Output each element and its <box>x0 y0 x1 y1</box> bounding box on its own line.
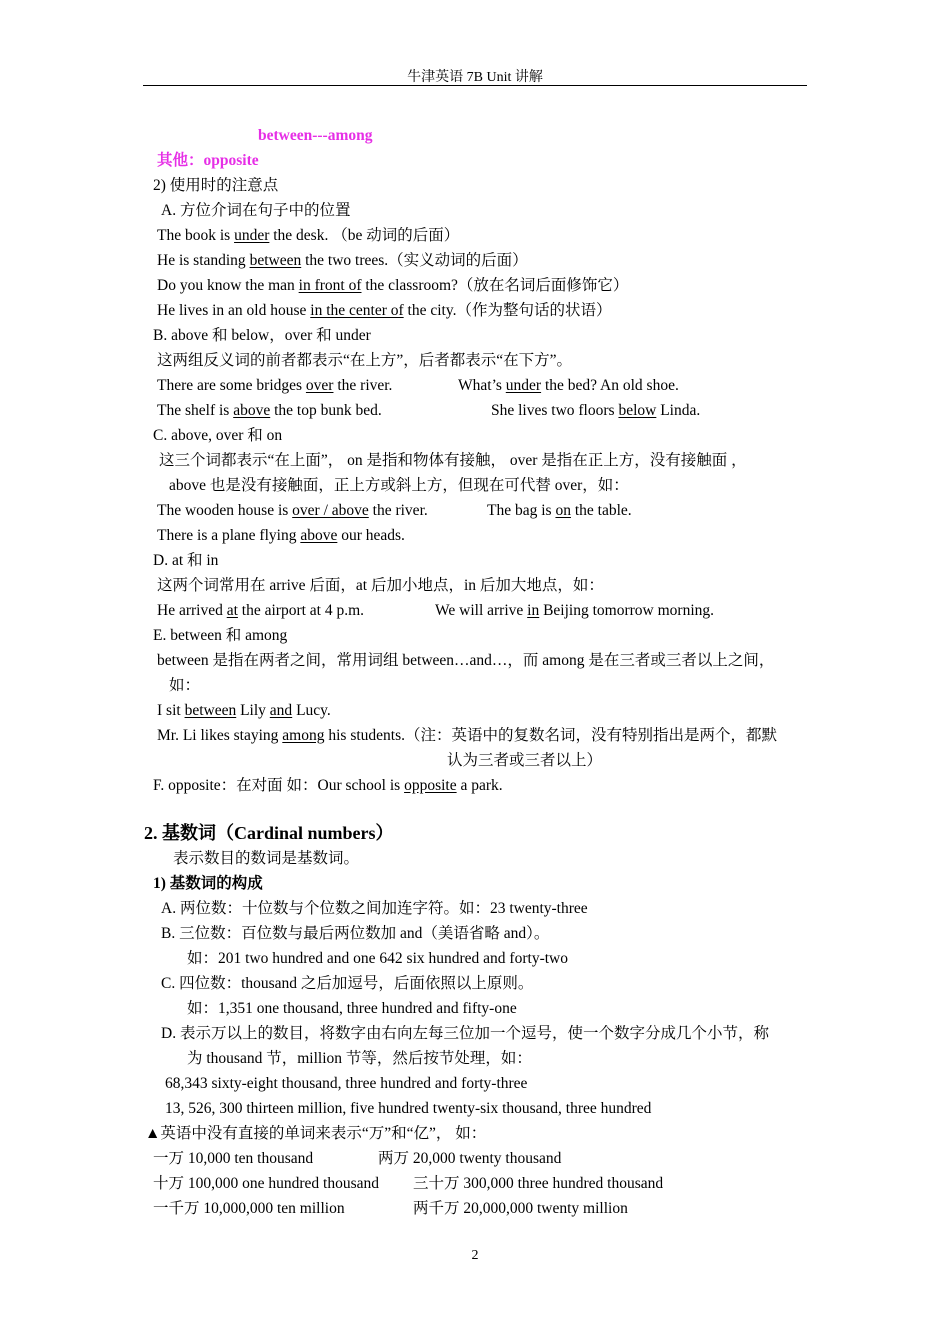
point-d-title: D. at 和 in <box>153 552 219 569</box>
example-sentence <box>157 376 392 396</box>
sentence-text: I sit <box>157 702 185 719</box>
conjunction-highlight: and <box>269 702 293 719</box>
sentence-text: the classroom?（放在名词后面修饰它） <box>361 277 629 294</box>
sentence-text: Do you know the man <box>157 277 299 294</box>
example-large-number: 68,343 sixty-eight thousand, three hundred and forty-three <box>165 1075 528 1092</box>
sentence-text: There are some bridges <box>157 377 306 394</box>
number-example: 十万 100,000 one hundred thousand <box>153 1175 380 1192</box>
example-sentence <box>157 276 628 296</box>
explanation-text: 这两组反义词的前者都表示“在上方”，后者都表示“在下方”。 <box>157 352 573 369</box>
preposition-highlight: among <box>282 727 325 744</box>
rule-large-numbers: D. 表示万以上的数目，将数字由右向左每三位加一个逗号，使一个数字分成几个小节，称 <box>161 1025 769 1042</box>
sentence-text: Linda. <box>656 402 701 419</box>
page-header-title: 牛津英语 7B Unit 讲解 <box>407 70 543 85</box>
explanation-text: 如： <box>169 677 201 694</box>
sentence-text: his students.（注：英语中的复数名词，没有特别指出是两个，都默 <box>324 727 778 744</box>
point-b-title: B. above 和 below，over 和 under <box>153 327 371 344</box>
subheading-usage-notes: 2) 使用时的注意点 <box>153 177 279 194</box>
sentence-text: The book is <box>157 227 235 244</box>
note-wan-yi: ▲英语中没有直接的单词来表示“万”和“亿”， 如： <box>145 1125 487 1142</box>
preposition-highlight: on <box>555 502 571 519</box>
preposition-highlight: opposite <box>404 777 457 794</box>
heading-other-opposite: 其他：opposite <box>157 152 259 169</box>
explanation-text: between 是指在两者之间，常用词组 between…and…，而 among 是在三者或三者以上之间， <box>157 652 775 669</box>
number-example: 一千万 10,000,000 ten million <box>153 1200 345 1217</box>
example-sentence <box>157 601 364 621</box>
sentence-text: the river. <box>333 377 393 394</box>
sentence-text: Beijing tomorrow morning. <box>539 602 715 619</box>
preposition-highlight: between <box>184 702 237 719</box>
example-large-number: 13, 526, 300 thirteen million, five hundred twenty-six thousand, three hundred <box>165 1100 652 1117</box>
sentence-text: the two trees.（实义动词的后面） <box>301 252 528 269</box>
point-e-title: E. between 和 among <box>153 627 288 644</box>
section-title-cardinal-numbers: 2. 基数词（Cardinal numbers） <box>144 823 394 843</box>
example-sentence <box>157 401 382 421</box>
page-number: 2 <box>471 1248 479 1263</box>
header-divider <box>143 85 807 86</box>
sentence-text: the airport at 4 p.m. <box>237 602 365 619</box>
sentence-text: F. opposite：在对面 如：Our school is <box>153 777 405 794</box>
number-example: 两万 20,000 twenty thousand <box>378 1150 562 1167</box>
sentence-text: She lives two floors <box>491 402 619 419</box>
definition-text: 表示数目的数词是基数词。 <box>173 850 360 867</box>
example-sentence <box>458 376 679 396</box>
sentence-text: The shelf is <box>157 402 234 419</box>
heading-between-among: between---among <box>258 127 373 144</box>
note-continuation: 认为三者或三者以上） <box>447 752 603 769</box>
example-sentence <box>157 501 428 521</box>
explanation-text: 这两个词常用在 arrive 后面，at 后加小地点，in 后加大地点，如： <box>157 577 604 594</box>
example-sentence <box>487 501 632 521</box>
preposition-highlight: in front of <box>298 277 362 294</box>
subheading-formation: 1) 基数词的构成 <box>153 875 263 892</box>
sentence-text: a park. <box>456 777 503 794</box>
example-sentence <box>435 601 714 621</box>
preposition-highlight: at <box>226 602 238 619</box>
example-three-digit: 如：201 two hundred and one 642 six hundred and forty-two <box>187 950 568 967</box>
sentence-text: Lily <box>236 702 270 719</box>
rule-three-digit: B. 三位数：百位数与最后两位数加 and（美语省略 and）。 <box>161 925 550 942</box>
sentence-text: the table. <box>570 502 632 519</box>
sentence-text: The wooden house is <box>157 502 293 519</box>
point-f-line <box>153 776 503 796</box>
sentence-text: Lucy. <box>292 702 331 719</box>
rule-four-digit: C. 四位数：thousand 之后加逗号，后面依照以上原则。 <box>161 975 534 992</box>
preposition-highlight: in <box>527 602 540 619</box>
example-sentence <box>157 701 331 721</box>
example-sentence <box>157 226 459 246</box>
sentence-text: We will arrive <box>435 602 528 619</box>
explanation-text: 这三个词都表示“在上面”， on 是指和物体有接触， over 是指在正上方，没有接触面 ， <box>159 452 747 469</box>
point-c-title: C. above, over 和 on <box>153 427 283 444</box>
sentence-text: the city.（作为整句话的状语） <box>403 302 612 319</box>
preposition-highlight: below <box>618 402 657 419</box>
sentence-text: the top bunk bed. <box>270 402 382 419</box>
example-sentence <box>157 301 611 321</box>
example-sentence <box>491 401 700 421</box>
sentence-text: He lives in an old house <box>157 302 311 319</box>
number-example: 三十万 300,000 three hundred thousand <box>413 1175 664 1192</box>
explanation-text: above 也是没有接触面，正上方或斜上方，但现在可代替 over，如： <box>169 477 629 494</box>
sentence-text: our heads. <box>337 527 405 544</box>
sentence-text: the bed? An old shoe. <box>541 377 679 394</box>
preposition-highlight: under <box>505 377 542 394</box>
sentence-text: The bag is <box>487 502 556 519</box>
example-sentence <box>157 726 777 746</box>
number-example: 两千万 20,000,000 twenty million <box>413 1200 628 1217</box>
sentence-text: the river. <box>368 502 428 519</box>
sentence-text: He is standing <box>157 252 250 269</box>
number-example: 一万 10,000 ten thousand <box>153 1150 314 1167</box>
preposition-highlight: under <box>234 227 270 244</box>
example-four-digit: 如：1,351 one thousand, three hundred and fifty-one <box>187 1000 517 1017</box>
rule-large-numbers-cont: 为 thousand 节，million 节等，然后按节处理，如： <box>187 1050 532 1067</box>
sentence-text: Mr. Li likes staying <box>157 727 283 744</box>
sentence-text: the desk. （be 动词的后面） <box>269 227 460 244</box>
preposition-highlight: between <box>249 252 302 269</box>
point-a-title: A. 方位介词在句子中的位置 <box>161 202 351 219</box>
example-sentence <box>157 251 528 271</box>
example-sentence <box>157 526 405 546</box>
preposition-highlight: above <box>233 402 271 419</box>
preposition-highlight: above <box>300 527 338 544</box>
rule-two-digit: A. 两位数：十位数与个位数之间加连字符。如：23 twenty-three <box>161 900 588 917</box>
preposition-highlight: over <box>305 377 334 394</box>
preposition-highlight: over / above <box>292 502 369 519</box>
sentence-text: What’s <box>458 377 506 394</box>
sentence-text: There is a plane flying <box>157 527 301 544</box>
preposition-highlight: in the center of <box>310 302 404 319</box>
sentence-text: He arrived <box>157 602 227 619</box>
